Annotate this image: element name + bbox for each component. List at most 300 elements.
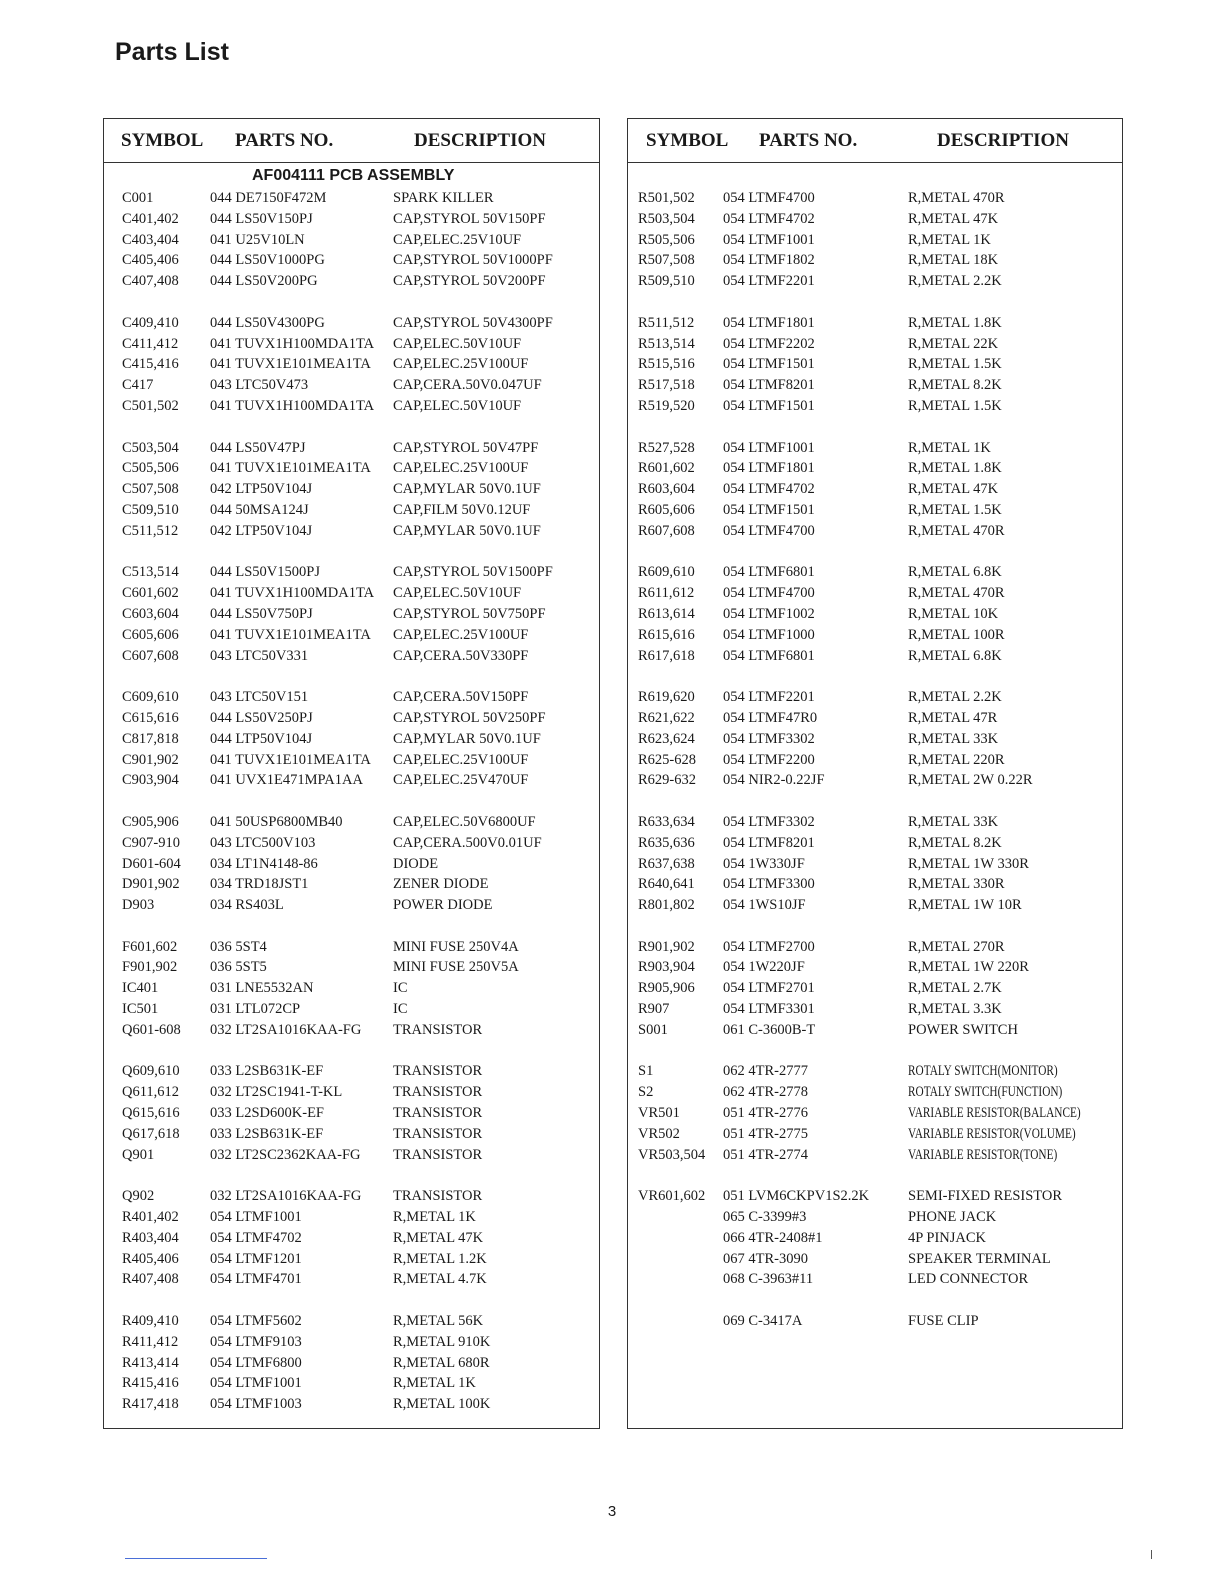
cell-description: MINI FUSE 250V4A: [393, 938, 519, 955]
parts-row: [104, 813, 599, 834]
cell-description: CAP,STYROL 50V1500PF: [393, 564, 553, 581]
cell-parts-no: 044 LTP50V104J: [210, 730, 313, 747]
cell-parts-no: 051 LVM6CKPV1S2.2K: [723, 1188, 870, 1205]
cell-symbol: R405,406: [122, 1250, 179, 1267]
cell-parts-no: 051 4TR-2776: [723, 1105, 808, 1122]
parts-row: [104, 1208, 599, 1229]
cell-description: R,METAL 910K: [393, 1333, 491, 1350]
cell-symbol: C509,510: [122, 501, 179, 518]
cell-parts-no: 054 LTMF6800: [210, 1354, 302, 1371]
parts-row: [104, 1374, 599, 1395]
cell-parts-no: 036 5ST4: [210, 938, 267, 955]
cell-symbol: R625-628: [638, 751, 696, 768]
cell-symbol: VR601,602: [638, 1188, 706, 1205]
cell-symbol: R903,904: [638, 959, 695, 976]
parts-row: [104, 376, 599, 397]
cell-description: R,METAL 6.8K: [908, 564, 1002, 581]
parts-row: [104, 1270, 599, 1291]
cell-description: CAP,ELEC.50V10UF: [393, 335, 522, 352]
cell-parts-no: 054 LTMF1003: [210, 1396, 302, 1413]
parts-row: [104, 771, 599, 792]
cell-description: R,METAL 1.5K: [908, 356, 1002, 373]
parts-row: [104, 1083, 599, 1104]
cell-description: R,METAL 270R: [908, 938, 1005, 955]
cell-parts-no: 034 LT1N4148-86: [210, 855, 318, 872]
description-header: DESCRIPTION: [414, 130, 546, 151]
parts-row: [104, 563, 599, 584]
cell-symbol: R901,902: [638, 938, 695, 955]
parts-row: [104, 251, 599, 272]
cell-parts-no: 044 LS50V1000PG: [210, 252, 325, 269]
cell-description: TRANSISTOR: [393, 1105, 483, 1122]
cell-description: R,METAL 56K: [393, 1313, 484, 1330]
cell-symbol: R640,641: [638, 876, 695, 893]
parts-row: [104, 439, 599, 460]
cell-symbol: R515,516: [638, 356, 695, 373]
cell-parts-no: 054 LTMF4702: [723, 481, 815, 498]
cell-description: R,METAL 33K: [908, 813, 999, 830]
cell-parts-no: 054 LTMF1002: [723, 605, 815, 622]
cell-parts-no: 041 TUVX1E101MEA1TA: [210, 626, 371, 643]
parts-row: [628, 834, 1122, 855]
cell-description: POWER SWITCH: [908, 1021, 1018, 1038]
cell-description: R,METAL 330R: [908, 876, 1005, 893]
parts-rows: [104, 189, 599, 1416]
cell-description: R,METAL 2.2K: [908, 689, 1002, 706]
cell-description: CAP,MYLAR 50V0.1UF: [393, 481, 541, 498]
cell-parts-no: 044 LS50V4300PG: [210, 314, 325, 331]
cell-parts-no: 033 L2SD600K-EF: [210, 1105, 324, 1122]
cell-parts-no: 054 LTMF2701: [723, 980, 815, 997]
cell-description: FUSE CLIP: [908, 1313, 979, 1330]
parts-no-header: PARTS NO.: [235, 130, 334, 151]
parts-row: [104, 605, 599, 626]
cell-symbol: S001: [638, 1021, 668, 1038]
cell-symbol: C501,502: [122, 397, 179, 414]
cell-symbol: R501,502: [638, 190, 695, 206]
cell-symbol: C905,906: [122, 813, 179, 830]
parts-row: [104, 1312, 599, 1333]
cell-description: CAP,STYROL 50V250PF: [393, 709, 546, 726]
cell-symbol: R413,414: [122, 1354, 179, 1371]
cell-parts-no: 061 C-3600B-T: [723, 1021, 816, 1038]
cell-parts-no: 054 LTMF8201: [723, 377, 815, 394]
parts-row: [104, 834, 599, 855]
cell-parts-no: 054 LTMF4702: [723, 210, 815, 227]
cell-description: SPARK KILLER: [393, 190, 494, 206]
cell-parts-no: 044 LS50V47PJ: [210, 439, 306, 456]
cell-parts-no: 041 UVX1E471MPA1AA: [210, 772, 363, 789]
cell-parts-no: 054 LTMF9103: [210, 1333, 302, 1350]
cell-description: CAP,STYROL 50V47PF: [393, 439, 539, 456]
parts-row: [104, 1146, 599, 1167]
parts-row: [628, 958, 1122, 979]
parts-row: [628, 314, 1122, 335]
cell-symbol: C407,408: [122, 273, 179, 290]
cell-description: TRANSISTOR: [393, 1125, 483, 1142]
cell-symbol: C415,416: [122, 356, 179, 373]
parts-row: [628, 459, 1122, 480]
cell-symbol: C601,602: [122, 585, 179, 602]
cell-parts-no: 043 LTC50V473: [210, 377, 309, 394]
parts-row: [104, 459, 599, 480]
cell-symbol: R623,624: [638, 730, 695, 747]
cell-parts-no: 054 LTMF1001: [723, 439, 815, 456]
cell-description: CAP,CERA.50V0.047UF: [393, 377, 542, 394]
parts-row: [104, 522, 599, 543]
cell-symbol: R509,510: [638, 273, 695, 290]
cell-symbol: Q617,618: [122, 1125, 180, 1142]
parts-row: [628, 1229, 1122, 1250]
cell-parts-no: 054 LTMF4700: [723, 190, 815, 206]
parts-row: [104, 730, 599, 751]
cell-parts-no: 041 TUVX1E101MEA1TA: [210, 356, 371, 373]
cell-parts-no: 054 LTMF1802: [723, 252, 815, 269]
cell-description: R,METAL 47K: [393, 1229, 484, 1246]
parts-row: [628, 1104, 1122, 1125]
cell-description: SPEAKER TERMINAL: [908, 1250, 1051, 1267]
cell-description: CAP,ELEC.25V100UF: [393, 626, 529, 643]
edge-mark: [1151, 1550, 1152, 1559]
cell-description: CAP,ELEC.25V100UF: [393, 751, 529, 768]
parts-row: [104, 1104, 599, 1125]
parts-row: [628, 563, 1122, 584]
cell-parts-no: 032 LT2SC2362KAA-FG: [210, 1146, 361, 1163]
parts-row: [628, 251, 1122, 272]
parts-row: [104, 1021, 599, 1042]
cell-symbol: R617,618: [638, 647, 695, 664]
cell-parts-no: 051 4TR-2774: [723, 1146, 808, 1163]
cell-description: R,METAL 47R: [908, 709, 998, 726]
cell-symbol: C513,514: [122, 564, 179, 581]
cell-symbol: C603,604: [122, 605, 179, 622]
cell-description: [908, 1105, 1129, 1122]
cell-description: R,METAL 1.8K: [908, 460, 1002, 477]
cell-symbol: R801,802: [638, 897, 695, 914]
cell-parts-no: 054 LTMF2201: [723, 689, 815, 706]
cell-description: [908, 1126, 1123, 1143]
cell-description: R,METAL 470R: [908, 522, 1005, 539]
cell-description: CAP,CERA.50V330PF: [393, 647, 529, 664]
cell-parts-no: 054 LTMF2700: [723, 938, 815, 955]
cell-parts-no: 044 LS50V750PJ: [210, 605, 313, 622]
parts-row: [628, 751, 1122, 772]
cell-description: R,METAL 1W 10R: [908, 897, 1022, 914]
cell-parts-no: 054 LTMF4702: [210, 1229, 302, 1246]
parts-row: [628, 501, 1122, 522]
cell-description: R,METAL 3.3K: [908, 1001, 1002, 1018]
symbol-header: SYMBOL: [121, 130, 204, 151]
cell-description: R,METAL 4.7K: [393, 1271, 487, 1288]
cell-parts-no: 054 LTMF4700: [723, 585, 815, 602]
cell-parts-no: 054 LTMF2200: [723, 751, 815, 768]
parts-row: [104, 979, 599, 1000]
parts-row: [628, 709, 1122, 730]
cell-description: IC: [393, 1001, 408, 1018]
parts-row: [628, 522, 1122, 543]
cell-description: R,METAL 1K: [908, 231, 991, 248]
cell-description: R,METAL 6.8K: [908, 647, 1002, 664]
cell-parts-no: 054 LTMF3302: [723, 730, 815, 747]
parts-row: [104, 210, 599, 231]
cell-symbol: C503,504: [122, 439, 179, 456]
cell-parts-no: 042 LTP50V104J: [210, 481, 313, 498]
parts-row: [104, 958, 599, 979]
parts-row: [628, 1312, 1122, 1333]
cell-description: R,METAL 1K: [393, 1209, 476, 1226]
assembly-title: AF004111 PCB ASSEMBLY: [252, 167, 455, 184]
cell-parts-no: 054 NIR2-0.22JF: [723, 772, 825, 789]
cell-symbol: R619,620: [638, 689, 695, 706]
cell-description: CAP,MYLAR 50V0.1UF: [393, 730, 541, 747]
cell-parts-no: 054 LTMF3302: [723, 813, 815, 830]
parts-row: [104, 231, 599, 252]
cell-parts-no: 054 1WS10JF: [723, 897, 806, 914]
cell-symbol: R401,402: [122, 1209, 179, 1226]
parts-row: [104, 1395, 599, 1416]
cell-parts-no: 044 LS50V150PJ: [210, 210, 313, 227]
parts-row: [104, 709, 599, 730]
parts-row: [628, 189, 1122, 210]
cell-symbol: R607,608: [638, 522, 695, 539]
cell-description: PHONE JACK: [908, 1209, 997, 1226]
cell-parts-no: 041 U25V10LN: [210, 231, 305, 248]
cell-parts-no: 034 TRD18JST1: [210, 876, 309, 893]
cell-parts-no: 054 LTMF1001: [210, 1209, 302, 1226]
cell-parts-no: 042 LTP50V104J: [210, 522, 313, 539]
cell-symbol: R613,614: [638, 605, 695, 622]
parts-row: [104, 647, 599, 668]
cell-description: R,METAL 33K: [908, 730, 999, 747]
cell-description: CAP,CERA.50V150PF: [393, 689, 529, 706]
cell-symbol: Q615,616: [122, 1105, 180, 1122]
parts-row: [628, 480, 1122, 501]
parts-row: [628, 272, 1122, 293]
cell-symbol: R635,636: [638, 834, 695, 851]
cell-symbol: C511,512: [122, 522, 179, 539]
parts-row: [628, 231, 1122, 252]
cell-parts-no: 031 LNE5532AN: [210, 980, 314, 997]
cell-parts-no: 043 LTC50V331: [210, 647, 309, 664]
parts-row: [104, 875, 599, 896]
cell-description: CAP,ELEC.25V470UF: [393, 772, 529, 789]
cell-parts-no: 054 LTMF2201: [723, 273, 815, 290]
cell-symbol: R629-632: [638, 772, 696, 789]
parts-row: [628, 855, 1122, 876]
parts-row: [104, 1000, 599, 1021]
cell-description-text: VARIABLE RESISTOR(VOLUME): [908, 1125, 1076, 1142]
parts-row: [628, 1208, 1122, 1229]
cell-symbol: R609,610: [638, 564, 695, 581]
parts-rows: [628, 189, 1122, 1333]
cell-description: R,METAL 100K: [393, 1396, 491, 1413]
parts-row: [628, 397, 1122, 418]
page-title: Parts List: [115, 38, 229, 66]
parts-row: [628, 1000, 1122, 1021]
cell-description: R,METAL 2.7K: [908, 980, 1002, 997]
cell-description: R,METAL 1.2K: [393, 1250, 487, 1267]
cell-description: R,METAL 680R: [393, 1354, 490, 1371]
parts-row: [628, 1083, 1122, 1104]
cell-parts-no: 032 LT2SA1016KAA-FG: [210, 1021, 362, 1038]
cell-parts-no: 054 LTMF1001: [210, 1375, 302, 1392]
cell-parts-no: 032 LT2SA1016KAA-FG: [210, 1188, 362, 1205]
cell-symbol: R503,504: [638, 210, 695, 227]
cell-description-text: ROTALY SWITCH(FUNCTION): [908, 1084, 1063, 1101]
cell-description: POWER DIODE: [393, 897, 493, 914]
cell-parts-no: 044 DE7150F472M: [210, 190, 327, 206]
cell-symbol: C903,904: [122, 772, 179, 789]
parts-row: [104, 335, 599, 356]
cell-description: 4P PINJACK: [908, 1229, 987, 1246]
cell-symbol: Q902: [122, 1188, 155, 1205]
cell-parts-no: 033 L2SB631K-EF: [210, 1125, 324, 1142]
parts-row: [628, 355, 1122, 376]
cell-description: MINI FUSE 250V5A: [393, 959, 519, 976]
cell-description: ZENER DIODE: [393, 876, 489, 893]
cell-description: R,METAL 1.5K: [908, 397, 1002, 414]
cell-description: R,METAL 1.8K: [908, 314, 1002, 331]
cell-description: R,METAL 10K: [908, 605, 999, 622]
parts-row: [104, 1250, 599, 1271]
cell-parts-no: 041 TUVX1H100MDA1TA: [210, 585, 375, 602]
cell-description: IC: [393, 980, 408, 997]
parts-row: [104, 938, 599, 959]
cell-parts-no: 066 4TR-2408#1: [723, 1229, 823, 1246]
cell-description: R,METAL 47K: [908, 481, 999, 498]
cell-description: CAP,MYLAR 50V0.1UF: [393, 522, 541, 539]
cell-parts-no: 054 LTMF1501: [723, 501, 815, 518]
cell-description: [908, 1063, 1100, 1080]
cell-symbol: C615,616: [122, 709, 179, 726]
cell-symbol: VR503,504: [638, 1146, 706, 1163]
parts-row: [104, 1354, 599, 1375]
parts-row: [104, 397, 599, 418]
cell-description-text: VARIABLE RESISTOR(BALANCE): [908, 1105, 1081, 1122]
cell-description: TRANSISTOR: [393, 1063, 483, 1080]
cell-parts-no: 041 TUVX1E101MEA1TA: [210, 460, 371, 477]
cell-symbol: C001: [122, 190, 154, 206]
parts-row: [104, 688, 599, 709]
cell-parts-no: 054 LTMF6801: [723, 564, 815, 581]
cell-symbol: R633,634: [638, 813, 695, 830]
cell-symbol: R601,602: [638, 460, 695, 477]
cell-parts-no: 036 5ST5: [210, 959, 267, 976]
cell-symbol: C405,406: [122, 252, 179, 269]
cell-symbol: R611,612: [638, 585, 695, 602]
cell-parts-no: 067 4TR-3090: [723, 1250, 808, 1267]
cell-symbol: R605,606: [638, 501, 695, 518]
table-header: [628, 119, 1122, 163]
cell-description: [908, 1147, 1099, 1164]
cell-symbol: C817,818: [122, 730, 179, 747]
parts-table-right: [627, 118, 1123, 1429]
cell-symbol: Q609,610: [122, 1063, 180, 1080]
parts-row: [628, 896, 1122, 917]
cell-parts-no: 032 LT2SC1941-T-KL: [210, 1084, 343, 1101]
cell-symbol: C401,402: [122, 210, 179, 227]
parts-row: [628, 1146, 1122, 1167]
cell-description-text: VARIABLE RESISTOR(TONE): [908, 1146, 1058, 1163]
cell-description: R,METAL 2W 0.22R: [908, 772, 1033, 789]
cell-parts-no: 054 LTMF4701: [210, 1271, 302, 1288]
cell-description: CAP,FILM 50V0.12UF: [393, 501, 531, 518]
parts-row: [104, 189, 599, 210]
cell-parts-no: 041 TUVX1H100MDA1TA: [210, 397, 375, 414]
cell-description: R,METAL 1K: [393, 1375, 476, 1392]
cell-symbol: R415,416: [122, 1375, 179, 1392]
parts-row: [104, 1333, 599, 1354]
cell-parts-no: 054 LTMF1201: [210, 1250, 302, 1267]
parts-row: [628, 771, 1122, 792]
cell-description: CAP,STYROL 50V1000PF: [393, 252, 553, 269]
cell-parts-no: 054 LTMF4700: [723, 522, 815, 539]
cell-symbol: R637,638: [638, 855, 695, 872]
parts-row: [104, 855, 599, 876]
parts-row: [628, 647, 1122, 668]
cell-symbol: IC501: [122, 1001, 159, 1018]
cell-description: R,METAL 1W 330R: [908, 855, 1029, 872]
cell-symbol: D903: [122, 897, 155, 914]
parts-row: [104, 896, 599, 917]
cell-description: R,METAL 22K: [908, 335, 999, 352]
parts-row: [104, 501, 599, 522]
parts-row: [628, 376, 1122, 397]
cell-description: TRANSISTOR: [393, 1146, 483, 1163]
parts-row: [628, 688, 1122, 709]
parts-row: [628, 938, 1122, 959]
cell-symbol: R507,508: [638, 252, 695, 269]
cell-parts-no: 043 LTC500V103: [210, 834, 316, 851]
cell-symbol: F901,902: [122, 959, 178, 976]
parts-row: [628, 1250, 1122, 1271]
cell-symbol: R907: [638, 1001, 670, 1018]
cell-symbol: R519,520: [638, 397, 695, 414]
cell-description: CAP,ELEC.25V100UF: [393, 356, 529, 373]
cell-description: R,METAL 100R: [908, 626, 1005, 643]
cell-description: R,METAL 1.5K: [908, 501, 1002, 518]
cell-parts-no: 044 LS50V1500PJ: [210, 564, 320, 581]
cell-symbol: R505,506: [638, 231, 695, 248]
cell-symbol: R407,408: [122, 1271, 179, 1288]
cell-description: CAP,ELEC.25V10UF: [393, 231, 522, 248]
cell-symbol: Q611,612: [122, 1084, 180, 1101]
parts-row: [628, 1125, 1122, 1146]
cell-symbol: D601-604: [122, 855, 181, 872]
cell-symbol: C605,606: [122, 626, 179, 643]
cell-description: R,METAL 1W 220R: [908, 959, 1029, 976]
parts-row: [628, 875, 1122, 896]
cell-parts-no: 044 LS50V200PG: [210, 273, 318, 290]
cell-symbol: C409,410: [122, 314, 179, 331]
cell-parts-no: 054 LTMF5602: [210, 1313, 302, 1330]
parts-row: [104, 751, 599, 772]
cell-description: [908, 1084, 1106, 1101]
parts-row: [104, 1229, 599, 1250]
cell-symbol: Q901: [122, 1146, 155, 1163]
cell-parts-no: 054 LTMF1000: [723, 626, 815, 643]
cell-symbol: C417: [122, 377, 154, 394]
parts-row: [104, 584, 599, 605]
cell-description: R,METAL 2.2K: [908, 273, 1002, 290]
cell-description: R,METAL 18K: [908, 252, 999, 269]
cell-description: CAP,STYROL 50V150PF: [393, 210, 546, 227]
cell-symbol: IC401: [122, 980, 159, 997]
cell-description: CAP,ELEC.50V6800UF: [393, 813, 536, 830]
cell-parts-no: 054 LTMF1801: [723, 314, 815, 331]
parts-row: [628, 335, 1122, 356]
parts-row: [628, 730, 1122, 751]
